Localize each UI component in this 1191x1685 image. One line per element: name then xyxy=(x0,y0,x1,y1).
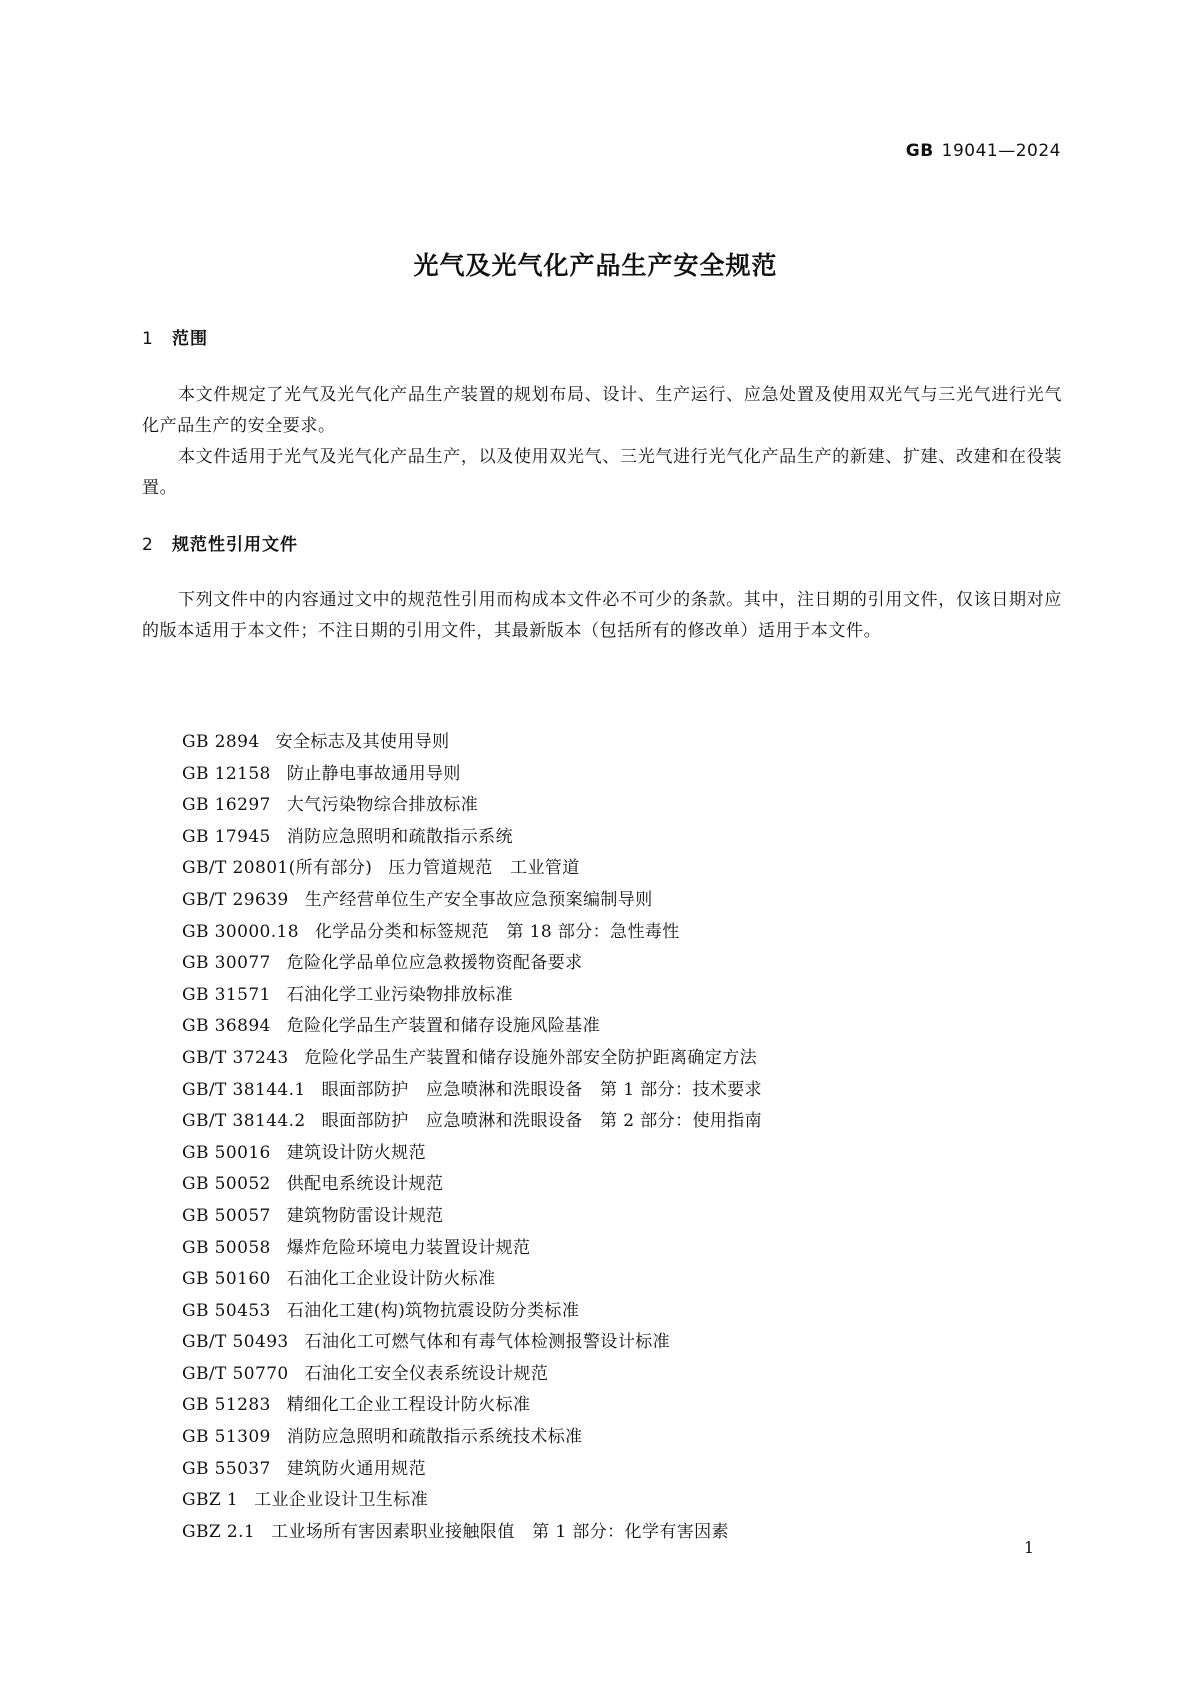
reference-title: 消防应急照明和疏散指示系统技术标准 xyxy=(286,1427,583,1448)
reference-title: 建筑设计防火规范 xyxy=(286,1142,426,1163)
reference-code: GB/T 20801(所有部分) xyxy=(182,858,373,879)
reference-title: 消防应急照明和疏散指示系统 xyxy=(286,826,513,847)
reference-title: 防止静电事故通用导则 xyxy=(286,763,461,784)
reference-code: GB 50052 xyxy=(182,1174,271,1195)
reference-item xyxy=(182,1138,762,1170)
reference-title: 石油化工企业设计防火标准 xyxy=(286,1269,496,1290)
reference-title: 石油化工安全仪表系统设计规范 xyxy=(304,1363,549,1384)
document-title: 光气及光气化产品生产安全规范 xyxy=(413,251,778,280)
reference-title: 爆炸危险环境电力装置设计规范 xyxy=(286,1237,531,1258)
reference-item xyxy=(182,759,762,791)
section-2-heading xyxy=(142,530,298,555)
section-2-intro: 下列文件中的内容通过文中的规范性引用而构成本文件必不可少的条款。其中，注日期的引用文件，仅该日期对应的版本适用于本文件；不注日期的引用文件，其最新版本（包括所有的修改单）适用于本文件。 xyxy=(142,590,1062,641)
standard-code xyxy=(906,141,1061,161)
reference-code: GB 55037 xyxy=(182,1458,271,1479)
reference-title: 供配电系统设计规范 xyxy=(286,1174,444,1195)
reference-code: GB 16297 xyxy=(182,795,271,816)
reference-item xyxy=(182,822,762,854)
reference-code: GB 50058 xyxy=(182,1237,271,1258)
reference-item xyxy=(182,917,762,949)
reference-title: 化学品分类和标签规范 第 18 部分：急性毒性 xyxy=(315,921,680,942)
reference-item xyxy=(182,1454,762,1486)
reference-title: 生产经营单位生产安全事故应急预案编制导则 xyxy=(304,889,653,910)
reference-code: GB/T 29639 xyxy=(182,889,289,910)
section-1-heading xyxy=(142,324,208,349)
reference-item xyxy=(182,1075,762,1107)
reference-list xyxy=(182,727,762,1548)
reference-item xyxy=(182,1296,762,1328)
reference-item xyxy=(182,1169,762,1201)
reference-item xyxy=(182,853,762,885)
reference-item xyxy=(182,1517,762,1549)
reference-title: 安全标志及其使用导则 xyxy=(275,732,450,752)
reference-code: GB 50057 xyxy=(182,1205,271,1226)
reference-title: 工业场所有害因素职业接触限值 第 1 部分：化学有害因素 xyxy=(271,1521,729,1542)
page-number: 1 xyxy=(1023,1538,1034,1557)
reference-code: GB 30000.18 xyxy=(182,921,299,942)
reference-item xyxy=(182,1233,762,1265)
reference-title: 眼面部防护 应急喷淋和洗眼设备 第 2 部分：使用指南 xyxy=(321,1111,763,1132)
reference-item xyxy=(182,1043,762,1075)
section-1-paragraph-1: 本文件规定了光气及光气化产品生产装置的规划布局、设计、生产运行、应急处置及使用双光气与三光气进行光气化产品生产的安全要求。 xyxy=(142,385,1062,436)
section-1-number: 1 xyxy=(142,329,154,349)
reference-title: 石油化工建(构)筑物抗震设防分类标准 xyxy=(286,1300,580,1321)
reference-code: GB 17945 xyxy=(182,826,271,847)
reference-code: GB 2894 xyxy=(182,732,260,752)
reference-item xyxy=(182,1390,762,1422)
reference-code: GB 50160 xyxy=(182,1269,271,1290)
section-2-number: 2 xyxy=(142,535,154,555)
reference-code: GB 12158 xyxy=(182,763,271,784)
section-2-title: 规范性引用文件 xyxy=(172,535,298,555)
reference-item xyxy=(182,727,762,759)
reference-code: GBZ 1 xyxy=(182,1490,239,1511)
reference-code: GB/T 38144.2 xyxy=(182,1111,306,1132)
reference-code: GB 31571 xyxy=(182,984,271,1005)
reference-title: 压力管道规范 工业管道 xyxy=(388,858,580,879)
reference-title: 大气污染物综合排放标准 xyxy=(286,795,479,816)
reference-code: GBZ 2.1 xyxy=(182,1521,256,1542)
reference-code: GB/T 50493 xyxy=(182,1332,289,1353)
reference-item xyxy=(182,1485,762,1517)
standard-number: 19041—2024 xyxy=(941,141,1061,161)
reference-title: 精细化工企业工程设计防火标准 xyxy=(286,1395,531,1416)
reference-item xyxy=(182,1264,762,1296)
reference-code: GB 50016 xyxy=(182,1142,271,1163)
reference-item xyxy=(182,1011,762,1043)
section-1-title: 范围 xyxy=(172,329,208,349)
reference-title: 危险化学品生产装置和储存设施外部安全防护距离确定方法 xyxy=(304,1047,758,1068)
reference-item xyxy=(182,885,762,917)
reference-item xyxy=(182,1327,762,1359)
reference-item xyxy=(182,1359,762,1391)
reference-code: GB 30077 xyxy=(182,953,271,974)
reference-code: GB 51283 xyxy=(182,1395,271,1416)
reference-item xyxy=(182,1106,762,1138)
reference-item xyxy=(182,1422,762,1454)
reference-code: GB/T 50770 xyxy=(182,1363,289,1384)
reference-title: 危险化学品单位应急救援物资配备要求 xyxy=(286,953,583,974)
reference-code: GB 50453 xyxy=(182,1300,271,1321)
reference-code: GB/T 37243 xyxy=(182,1047,289,1068)
reference-code: GB 36894 xyxy=(182,1016,271,1037)
reference-title: 石油化学工业污染物排放标准 xyxy=(286,984,513,1005)
reference-code: GB 51309 xyxy=(182,1427,271,1448)
reference-item xyxy=(182,948,762,980)
reference-item xyxy=(182,790,762,822)
reference-title: 石油化工可燃气体和有毒气体检测报警设计标准 xyxy=(304,1332,671,1353)
reference-title: 眼面部防护 应急喷淋和洗眼设备 第 1 部分：技术要求 xyxy=(321,1079,763,1100)
reference-title: 危险化学品生产装置和储存设施风险基准 xyxy=(286,1016,600,1037)
reference-title: 建筑物防雷设计规范 xyxy=(286,1205,444,1226)
section-1-paragraph-2: 本文件适用于光气及光气化产品生产，以及使用双光气、三光气进行光气化产品生产的新建、扩建、改建和在役装置。 xyxy=(142,447,1062,498)
reference-title: 建筑防火通用规范 xyxy=(286,1458,426,1479)
reference-item xyxy=(182,1201,762,1233)
reference-code: GB/T 38144.1 xyxy=(182,1079,306,1100)
reference-title: 工业企业设计卫生标准 xyxy=(254,1490,429,1511)
reference-item xyxy=(182,980,762,1012)
standard-prefix: GB xyxy=(905,141,934,161)
